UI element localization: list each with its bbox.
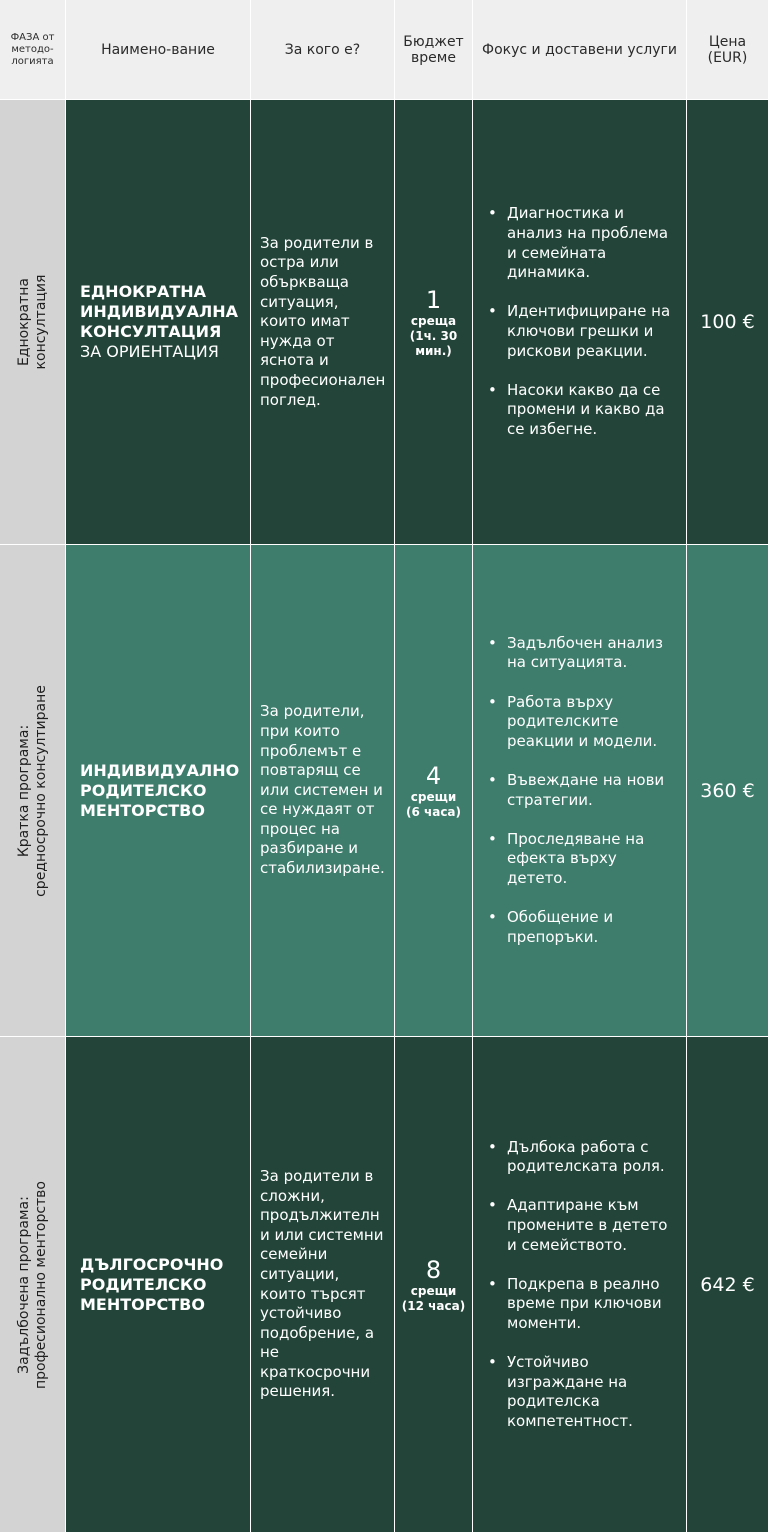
price-cell (687, 1037, 768, 1532)
phase-subtitle: консултация (32, 274, 49, 370)
focus-cell (473, 100, 686, 544)
budget-cell (395, 1037, 472, 1532)
list-item: • Работа върху родителските реакции и модели. (488, 692, 658, 750)
budget-duration: (6 часа) (405, 804, 462, 819)
bullet-icon: • (488, 633, 497, 652)
budget-count: 4 (425, 761, 442, 790)
bullet-icon: • (488, 1353, 497, 1372)
budget-unit: срещи (410, 1283, 457, 1298)
budget-cell (395, 545, 472, 1036)
budget-count: 8 (425, 1255, 442, 1284)
price-value: 642 € (700, 1273, 755, 1296)
phase-title: Кратка програма: (15, 724, 32, 857)
header-who: За кого е? (251, 0, 394, 99)
budget-duration: (12 часа) (401, 1298, 466, 1313)
service-name-cell (66, 100, 250, 544)
bullet-icon: • (488, 829, 497, 848)
list-item: • Подкрепа в реално време при ключови моменти. (488, 1274, 662, 1332)
service-name-cell (66, 1037, 250, 1532)
budget-duration: (1ч. 30 мин.) (409, 328, 458, 358)
bullet-icon: • (488, 692, 497, 711)
bullet-icon: • (488, 302, 497, 321)
budget-count: 1 (425, 285, 442, 314)
focus-list (487, 204, 680, 439)
focus-cell (473, 1037, 686, 1532)
list-item: • Обобщение и препоръки. (488, 908, 614, 946)
bullet-icon: • (488, 908, 497, 927)
list-item: • Идентифициране на ключови грешки и рискови реакции. (488, 302, 671, 360)
phase-subtitle: професионално менторство (32, 1180, 49, 1389)
list-item: • Дълбока работа с родителската роля. (488, 1137, 665, 1176)
bullet-icon: • (488, 1274, 497, 1293)
service-name: ДЪЛГОСРОЧНО РОДИТЕЛСКО МЕНТОРСТВО (80, 1254, 224, 1314)
list-item: • Насоки какво да се промени и какво да се избегне. (488, 380, 665, 438)
bullet-icon: • (488, 380, 497, 399)
bullet-icon: • (488, 1137, 497, 1156)
audience-cell (251, 100, 394, 544)
focus-list (487, 1138, 680, 1432)
service-name: ИНДИВИДУАЛНО РОДИТЕЛСКО МЕНТОРСТВО (80, 760, 240, 820)
bullet-icon: • (488, 770, 497, 789)
bullet-icon: • (488, 1196, 497, 1215)
list-item: • Въвеждане на нови стратегии. (488, 770, 665, 809)
list-item: • Задълбочен анализ на ситуацията. (488, 633, 663, 672)
audience-cell (251, 1037, 394, 1532)
price-value: 100 € (700, 311, 755, 333)
list-item: • Адаптиране към промените в детето и семейството. (488, 1196, 668, 1254)
service-name: ЕДНОКРАТНА ИНДИВИДУАЛНА КОНСУЛТАЦИЯ (80, 282, 239, 341)
phase-cell (0, 545, 65, 1036)
bullet-icon: • (488, 204, 497, 223)
audience-cell (251, 545, 394, 1036)
budget-unit: срещи (410, 789, 457, 804)
audience-text: За родители в остра или объркваща ситуация, които имат нужда от яснота и професионален поглед. (260, 233, 386, 409)
header-name: Наимено-вание (66, 0, 250, 99)
phase-subtitle: средносрочно консултиране (32, 684, 49, 897)
header-focus: Фокус и доставени услуги (473, 0, 686, 99)
list-item: • Диагностика и анализ на проблема и семейната динамика. (488, 204, 669, 282)
list-item: • Проследяване на ефекта върху детето. (488, 829, 645, 887)
header-budget: Бюджет време (395, 0, 472, 99)
header-phase: ФАЗА от методо-логията (0, 0, 65, 99)
phase-cell (0, 100, 65, 544)
phase-cell (0, 1037, 65, 1532)
service-name-cell (66, 545, 250, 1036)
audience-text: За родители в сложни, продължителн и или системни семейни ситуации, които търсят устойчиво подобрение, а не краткосрочни решения. (260, 1166, 384, 1401)
list-item: • Устойчиво изграждане на родителска компетентност. (488, 1353, 633, 1430)
focus-cell (473, 545, 686, 1036)
budget-unit: среща (410, 313, 457, 328)
audience-text: За родители, при които проблемът е повтарящ се или системен и се нуждаят от процес на разбиране и стабилизиране. (260, 702, 385, 878)
header-price: Цена (EUR) (687, 0, 768, 99)
budget-cell (395, 100, 472, 544)
price-cell (687, 100, 768, 544)
price-value: 360 € (700, 779, 755, 802)
service-name-suffix: ЗА ОРИЕНТАЦИЯ (80, 342, 219, 361)
price-cell (687, 545, 768, 1036)
phase-title: Задълбочена програма: (15, 1195, 32, 1374)
focus-list (487, 634, 680, 948)
phase-title: Еднократна (15, 277, 32, 367)
